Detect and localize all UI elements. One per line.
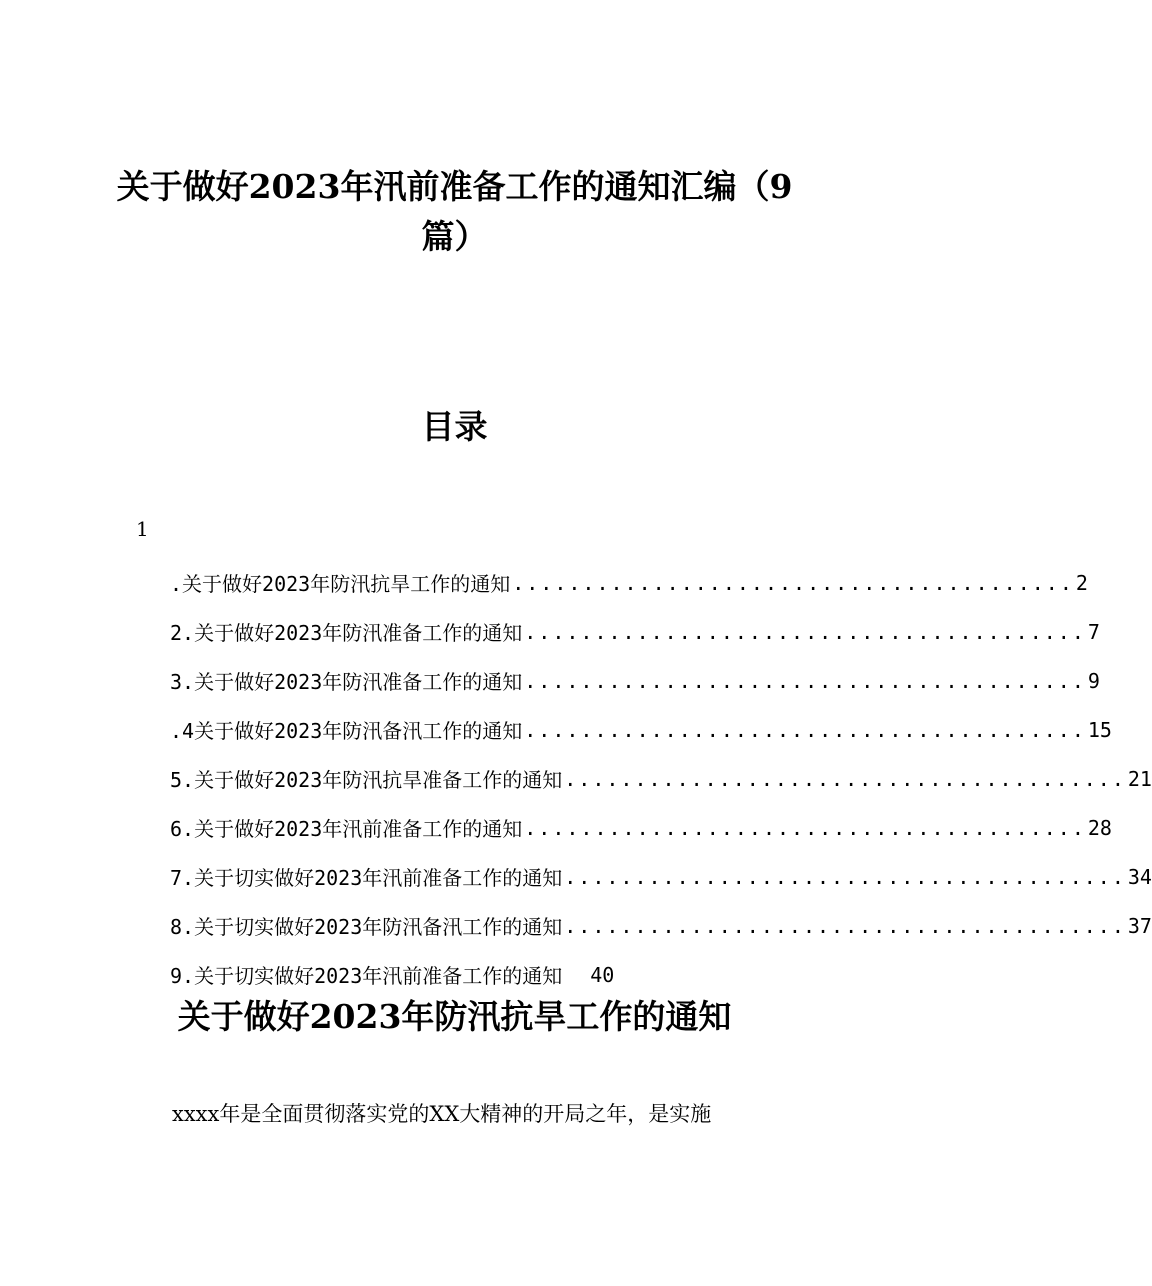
toc-entry-label: 2.关于做好2023年防汛准备工作的通知 [170, 621, 523, 645]
toc-leader-dots: ........................................ [524, 619, 1086, 644]
toc-entry-1[interactable] [170, 558, 1088, 607]
toc-leader-dots: ........................................ [564, 766, 1126, 791]
toc-entry-page: 21 [1127, 766, 1152, 791]
toc-entry-label: 3.关于做好2023年防汛准备工作的通知 [170, 670, 523, 694]
body-paragraph: xxxx年是全面贯彻落实党的XX大精神的开局之年，是实施 [172, 1102, 712, 1126]
toc-entry-2[interactable] [170, 607, 1100, 656]
toc-entry-label: 9.关于切实做好2023年汛前准备工作的通知 [170, 964, 563, 988]
toc-entry-page: 2 [1075, 570, 1088, 595]
toc-entry-page: 15 [1087, 717, 1112, 742]
toc-entry-label: 5.关于做好2023年防汛抗旱准备工作的通知 [170, 768, 563, 792]
toc-leader-dots: ........................................ [564, 913, 1126, 938]
toc-leader-dots: ........................................ [524, 717, 1086, 742]
toc-entry-9[interactable] [170, 950, 758, 999]
table-of-contents [170, 558, 1152, 999]
toc-leader-dots: ........................................ [564, 864, 1126, 889]
toc-entry-page: 28 [1087, 815, 1112, 840]
toc-entry-8[interactable] [170, 901, 1152, 950]
document-title: 关于做好2023年汛前准备工作的通知汇编（9篇） [116, 167, 793, 256]
toc-entry-page: 7 [1087, 619, 1100, 644]
toc-leader-dots: ........................................ [524, 668, 1086, 693]
toc-entry-page: 40 [590, 962, 615, 987]
toc-entry-page: 9 [1087, 668, 1100, 693]
toc-entry-7[interactable] [170, 852, 1152, 901]
toc-heading: 目录 [421, 407, 488, 446]
toc-entry-4[interactable] [170, 705, 1112, 754]
toc-entry-label: .关于做好2023年防汛抗旱工作的通知 [170, 572, 511, 596]
toc-entry-6[interactable] [170, 803, 1112, 852]
toc-entry-page: 34 [1127, 864, 1152, 889]
toc-entry-page: 37 [1127, 913, 1152, 938]
toc-entry-label: 8.关于切实做好2023年防汛备汛工作的通知 [170, 915, 563, 939]
toc-leader-dots: ........................................ [524, 815, 1086, 840]
section-title: 关于做好2023年防汛抗旱工作的通知 [177, 997, 732, 1036]
toc-entry-3[interactable] [170, 656, 1100, 705]
toc-entry-label: .4关于做好2023年防汛备汛工作的通知 [170, 719, 523, 743]
toc-entry-label: 6.关于做好2023年汛前准备工作的通知 [170, 817, 523, 841]
toc-marker: 1 [136, 517, 149, 541]
toc-entry-5[interactable] [170, 754, 1152, 803]
toc-leader-dots: ........................................ [512, 570, 1074, 595]
toc-entry-label: 7.关于切实做好2023年汛前准备工作的通知 [170, 866, 563, 890]
